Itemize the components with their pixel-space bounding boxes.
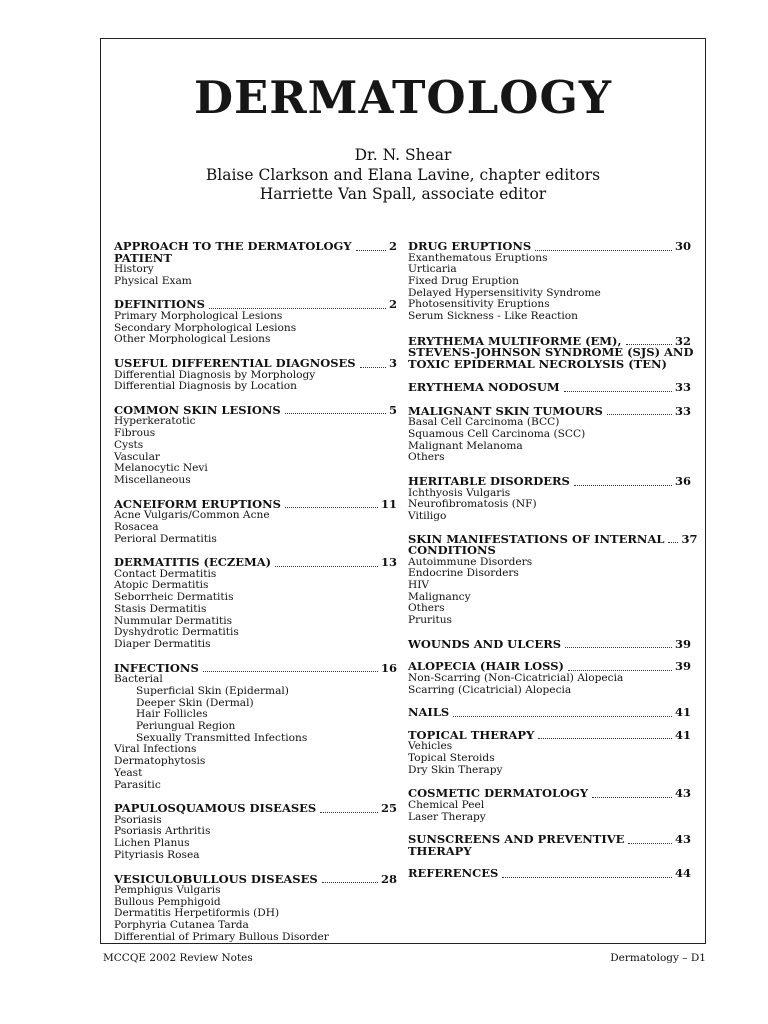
toc-heading-continuation: THERAPY	[408, 843, 472, 858]
toc-section	[114, 557, 397, 650]
dot-leader	[565, 647, 672, 648]
toc-heading-continuation: TOXIC EPIDERMAL NECROLYSIS (TEN)	[408, 356, 667, 371]
toc-subitem[interactable]: Superficial Skin (Epidermal)	[136, 684, 289, 697]
toc-heading-text: TOPICAL THERAPY	[408, 727, 535, 742]
toc-subitem[interactable]: Deeper Skin (Dermal)	[136, 696, 254, 709]
toc-heading[interactable]	[114, 358, 397, 370]
toc-subitem[interactable]: Secondary Morphological Lesions	[114, 321, 297, 334]
toc-heading-text: ERYTHEMA NODOSUM	[408, 380, 560, 395]
toc-heading[interactable]	[408, 476, 691, 488]
toc-subitem[interactable]: Bacterial	[114, 673, 163, 686]
toc-section	[408, 476, 691, 523]
page-number: 2	[388, 239, 397, 253]
toc-section	[408, 868, 691, 880]
page-number: 5	[388, 402, 397, 417]
dot-leader	[285, 507, 378, 508]
toc-subitem[interactable]: Rosacea	[114, 520, 159, 533]
toc-section	[114, 402, 397, 487]
page-number: 33	[674, 403, 691, 418]
toc-subitem[interactable]: Primary Morphological Lesions	[114, 309, 283, 322]
toc-subitem[interactable]: Differential Diagnosis by Location	[114, 380, 298, 393]
toc-subitem[interactable]: Non-Scarring (Non-Cicatricial) Alopecia	[408, 671, 624, 684]
page-number: 28	[380, 871, 397, 886]
toc-heading-text: SKIN MANIFESTATIONS OF INTERNAL	[408, 531, 665, 546]
toc-subitem[interactable]: Dermatophytosis	[114, 755, 206, 768]
toc-section	[408, 727, 691, 777]
toc-subitem[interactable]: Serum Sickness - Like Reaction	[408, 310, 578, 323]
toc-subitem[interactable]: Dry Skin Therapy	[408, 763, 503, 776]
toc-subitem[interactable]: Scarring (Cicatricial) Alopecia	[408, 683, 572, 696]
toc-heading-text: NAILS	[408, 705, 450, 720]
page-number: 2	[388, 297, 397, 312]
page-number: 43	[674, 786, 691, 801]
dot-leader	[538, 738, 672, 739]
toc-heading-text: SUNSCREENS AND PREVENTIVE	[408, 832, 625, 847]
toc-subitem[interactable]: Vitiligo	[408, 509, 447, 522]
toc-section	[408, 531, 698, 627]
toc-heading-text: COMMON SKIN LESIONS	[114, 402, 281, 417]
dot-leader	[209, 308, 386, 309]
toc-subitem[interactable]: Basal Cell Carcinoma (BCC)	[408, 416, 560, 429]
dot-leader	[275, 566, 378, 567]
toc-subitem[interactable]: Stasis Dermatitis	[114, 602, 207, 615]
toc-subitem[interactable]: Pityriasis Rosea	[114, 848, 200, 861]
toc-heading-text: VESICULOBULLOUS DISEASES	[114, 871, 318, 886]
toc-subitem[interactable]: Malignancy	[408, 590, 471, 603]
toc-subitem[interactable]: HIV	[408, 579, 430, 592]
toc-subitem[interactable]: Psoriasis	[114, 813, 162, 826]
dot-leader	[564, 391, 672, 392]
toc-heading-text: DERMATITIS (ECZEMA)	[114, 555, 272, 570]
toc-subitem[interactable]: Differential of Primary Bullous Disorder	[114, 930, 329, 943]
toc-subitem[interactable]: Contact Dermatitis	[114, 567, 217, 580]
toc-subitem[interactable]: Dermatitis Herpetiformis (DH)	[114, 907, 280, 920]
toc-subitem[interactable]: Miscellaneous	[114, 473, 191, 486]
toc-subitem[interactable]: Others	[408, 451, 445, 464]
toc-subitem[interactable]: Dyshydrotic Dermatitis	[114, 626, 239, 639]
toc-subitem[interactable]: Psoriasis Arthritis	[114, 825, 211, 838]
toc-subitem[interactable]: Fibrous	[114, 427, 156, 440]
page-number: 39	[674, 636, 691, 651]
page-number: 25	[380, 801, 397, 816]
toc-subitem[interactable]: Periungual Region	[136, 719, 236, 732]
dot-leader	[320, 812, 378, 813]
dot-leader	[535, 250, 672, 251]
toc-heading-text: MALIGNANT SKIN TUMOURS	[408, 403, 603, 418]
toc-subitem[interactable]: Malignant Melanoma	[408, 439, 523, 452]
toc-heading-continuation: STEVENS-JOHNSON SYNDROME (SJS) AND	[408, 345, 694, 360]
toc-section	[114, 241, 397, 287]
toc-section	[114, 299, 397, 346]
toc-section	[408, 834, 691, 857]
toc-heading-text: DRUG ERUPTIONS	[408, 239, 532, 253]
toc-section	[114, 803, 397, 861]
toc-heading-text: PAPULOSQUAMOUS DISEASES	[114, 801, 317, 816]
toc-heading-continuation: PATIENT	[114, 250, 172, 265]
page-title: DERMATOLOGY	[193, 71, 613, 124]
toc-heading-text: ALOPECIA (HAIR LOSS)	[408, 659, 564, 674]
toc-subitem[interactable]: Urticaria	[408, 263, 457, 276]
page-number: 44	[674, 866, 691, 881]
page-frame	[100, 38, 706, 944]
toc-subitem[interactable]: Physical Exam	[114, 274, 192, 287]
toc-subitem[interactable]: Nummular Dermatitis	[114, 614, 233, 627]
toc-section	[408, 707, 691, 719]
toc-heading[interactable]	[408, 382, 691, 394]
page-number: 32	[674, 333, 691, 348]
author-line: Blaise Clarkson and Elana Lavine, chapter editors	[205, 165, 601, 184]
toc-section	[408, 241, 691, 323]
toc-section	[408, 382, 691, 394]
page-number: 13	[380, 555, 397, 570]
toc-subitem[interactable]: Other Morphological Lesions	[114, 333, 271, 346]
page-number: 11	[380, 496, 397, 511]
toc-subitem[interactable]: Vehicles	[408, 740, 453, 753]
toc-right-column	[408, 239, 698, 881]
toc-heading[interactable]	[408, 636, 691, 651]
toc-subitem[interactable]: Laser Therapy	[408, 810, 486, 823]
toc-section	[408, 661, 691, 696]
toc-subitem[interactable]: Squamous Cell Carcinoma (SCC)	[408, 427, 586, 440]
toc-heading[interactable]	[114, 803, 397, 815]
dot-leader	[285, 413, 386, 414]
toc-section	[408, 403, 691, 464]
dot-leader	[453, 716, 672, 717]
toc-heading-text: INFECTIONS	[114, 660, 199, 675]
page-number: 41	[674, 727, 691, 742]
page-number: 16	[380, 660, 397, 675]
toc-subitem[interactable]: Differential Diagnosis by Morphology	[114, 368, 316, 381]
toc-section	[114, 660, 397, 792]
page-number: 39	[674, 659, 691, 674]
toc-heading-text: ERYTHEMA MULTIFORME (EM),	[408, 333, 622, 348]
toc-subitem[interactable]: Others	[408, 602, 445, 615]
toc-left-column	[114, 241, 397, 944]
toc-subitem[interactable]: Viral Infections	[114, 743, 197, 756]
toc-section	[114, 871, 397, 944]
dot-leader	[356, 250, 386, 251]
toc-subitem[interactable]: Pruritus	[408, 614, 452, 627]
toc-heading-text: APPROACH TO THE DERMATOLOGY	[114, 239, 352, 253]
author-line: Dr. N. Shear	[354, 146, 452, 164]
toc-subitem[interactable]: Bullous Pemphigoid	[114, 895, 221, 908]
dot-leader	[360, 367, 386, 368]
toc-section	[408, 788, 691, 823]
toc-subitem[interactable]: Hyperkeratotic	[114, 415, 196, 428]
toc-subitem[interactable]: Topical Steroids	[408, 751, 495, 764]
toc-subitem[interactable]: Ichthyosis Vulgaris	[408, 486, 511, 499]
toc-subitem[interactable]: Chemical Peel	[408, 798, 485, 811]
page-number: 37	[681, 531, 698, 546]
toc-heading-text: USEFUL DIFFERENTIAL DIAGNOSES	[114, 356, 356, 371]
toc-heading-text: WOUNDS AND ULCERS	[408, 636, 562, 651]
dot-leader	[502, 877, 672, 878]
authors-block	[101, 146, 705, 205]
page-number: 43	[674, 832, 691, 847]
toc-subitem[interactable]: Acne Vulgaris/Common Acne	[114, 509, 270, 522]
toc-subitem[interactable]: Diaper Dermatitis	[114, 637, 211, 650]
toc-subitem[interactable]: Atopic Dermatitis	[114, 579, 209, 592]
toc-subitem[interactable]: Vascular	[114, 450, 160, 463]
toc-subitem[interactable]: Yeast	[114, 766, 143, 779]
toc-section	[408, 636, 691, 651]
toc-subitem[interactable]: Neurofibromatosis (NF)	[408, 498, 537, 511]
toc-subitem[interactable]: Delayed Hypersensitivity Syndrome	[408, 286, 601, 299]
toc-subitem[interactable]: Autoimmune Disorders	[408, 555, 533, 568]
author-line: Harriette Van Spall, associate editor	[259, 185, 547, 203]
toc-subitem[interactable]: Perioral Dermatitis	[114, 532, 217, 545]
page-number: 41	[674, 705, 691, 720]
toc-subitem[interactable]: Exanthematous Eruptions	[408, 251, 548, 264]
toc-section	[114, 496, 397, 546]
toc-subitem[interactable]: Melanocytic Nevi	[114, 462, 208, 475]
dot-leader	[668, 542, 678, 543]
dot-leader	[628, 843, 672, 844]
toc-heading-text: HERITABLE DISORDERS	[408, 474, 570, 489]
toc-subitem[interactable]: Seborrheic Dermatitis	[114, 591, 234, 604]
toc-heading-text: REFERENCES	[408, 866, 499, 881]
dot-leader	[568, 670, 672, 671]
dot-leader	[607, 414, 672, 415]
toc-subitem[interactable]: Hair Follicles	[136, 708, 208, 721]
toc-heading[interactable]	[408, 868, 691, 880]
page-number: 33	[674, 380, 691, 395]
page-number: 36	[674, 474, 691, 489]
toc-subitem[interactable]: Porphyria Cutanea Tarda	[114, 919, 249, 932]
toc-subitem[interactable]: Sexually Transmitted Infections	[136, 731, 308, 744]
toc-subitem[interactable]: Pemphigus Vulgaris	[114, 884, 221, 897]
toc-subitem[interactable]: Lichen Planus	[114, 837, 190, 850]
toc-subitem[interactable]: Cysts	[114, 438, 144, 451]
toc-heading-text: COSMETIC DERMATOLOGY	[408, 786, 589, 801]
toc-heading[interactable]	[408, 241, 691, 253]
dot-leader	[592, 797, 672, 798]
footer-left: MCCQE 2002 Review Notes	[103, 952, 253, 964]
toc-heading-text: DEFINITIONS	[114, 297, 205, 312]
toc-section	[408, 333, 694, 371]
toc-heading[interactable]	[408, 707, 691, 719]
dot-leader	[322, 882, 378, 883]
toc-heading-text: ACNEIFORM ERUPTIONS	[114, 496, 281, 511]
toc-subitem[interactable]: Endocrine Disorders	[408, 567, 519, 580]
toc-subitem[interactable]: History	[114, 263, 154, 275]
dot-leader	[203, 671, 378, 672]
toc-section	[114, 358, 397, 393]
page-number: 30	[674, 239, 691, 253]
toc-subitem[interactable]: Photosensitivity Eruptions	[408, 298, 550, 311]
page-number: 3	[388, 356, 397, 371]
toc-subitem[interactable]: Fixed Drug Eruption	[408, 274, 519, 287]
toc-subitem[interactable]: Parasitic	[114, 778, 161, 791]
toc-heading-continuation: CONDITIONS	[408, 543, 496, 558]
dot-leader	[574, 485, 672, 486]
footer-right: Dermatology – D1	[610, 952, 706, 964]
